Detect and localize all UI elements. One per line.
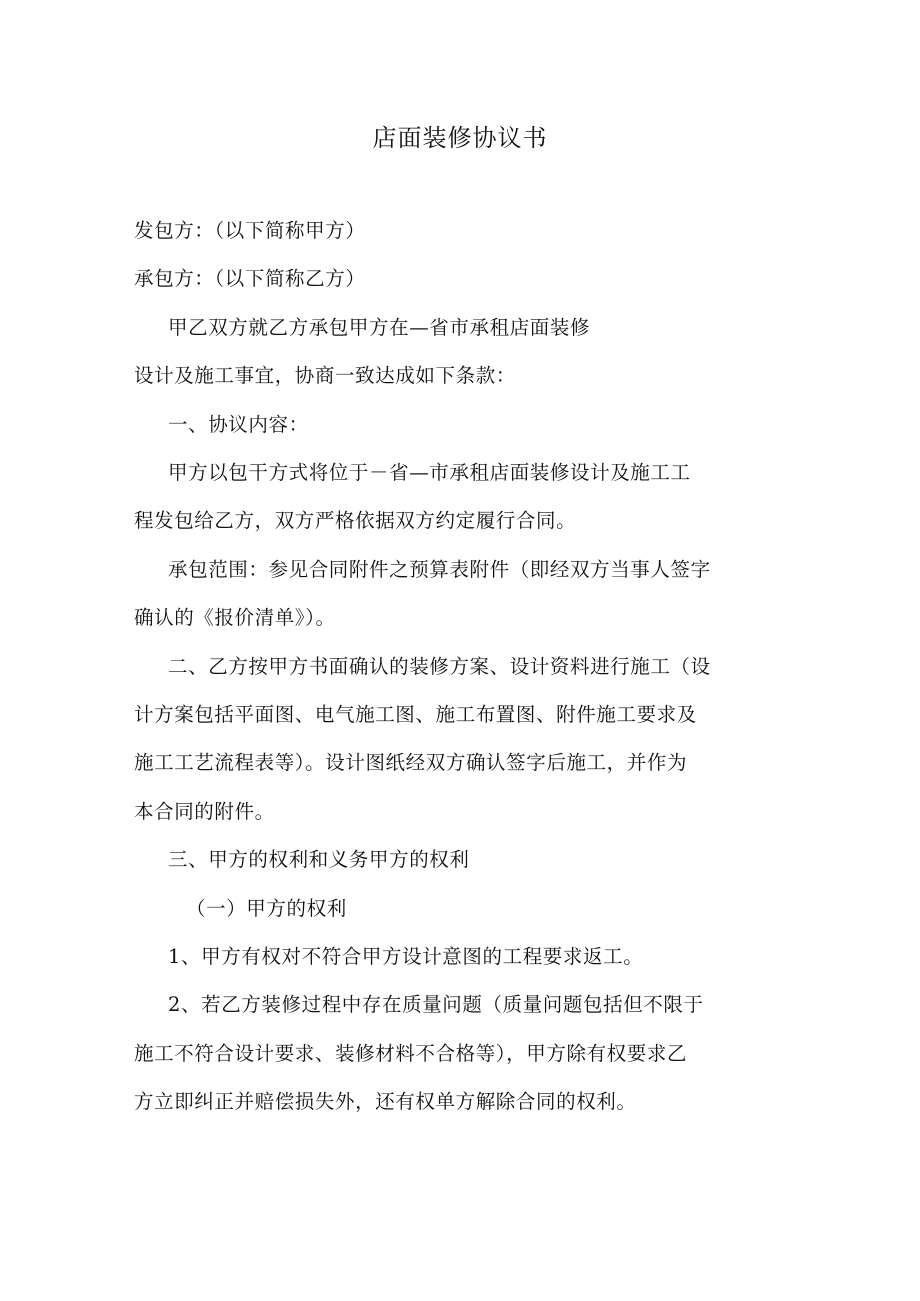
section-heading-3: 三、甲方的权利和义务甲方的权利 [168, 848, 470, 871]
section-heading-1: 一、协议内容： [168, 413, 309, 436]
document-title: 店面装修协议书 [372, 124, 548, 152]
text-line-content-2: 程发包给乙方，双方严格依据双方约定履行合同。 [134, 509, 577, 532]
text-line-party-a: 发包方：（以下简称甲方） [134, 219, 366, 242]
text-line-scope-2: 确认的《报价清单》）。 [134, 606, 336, 629]
text-line-section2-4: 本合同的附件。 [134, 800, 275, 823]
text-line-right-2c: 方立即纠正并赔偿损失外，还有权单方解除合同的权利。 [134, 1090, 637, 1113]
text-line-intro-1: 甲乙双方就乙方承包甲方在—省市承租店面装修 [168, 316, 591, 339]
text-line-section2-2: 计方案包括平面图、电气施工图、施工布置图、附件施工要求及 [134, 703, 697, 726]
text-line-section2-3: 施工工艺流程表等）。设计图纸经双方确认签字后施工，并作为 [134, 751, 688, 774]
text-line-content-1: 甲方以包干方式将位于－省—市承租店面装修设计及施工工 [168, 461, 691, 484]
text-line-scope-1: 承包范围：参见合同附件之预算表附件（即经双方当事人签字 [168, 558, 711, 581]
subsection-heading-1: （一）甲方的权利 [186, 897, 347, 920]
text-line-intro-2: 设计及施工事宜，协商一致达成如下条款： [134, 364, 516, 387]
text-line-right-2a: 2、若乙方装修过程中存在质量问题（质量问题包括但不限于 [168, 993, 704, 1016]
text-line-party-b: 承包方：（以下简称乙方） [134, 267, 366, 290]
text-line-right-1: 1、甲方有权对不符合甲方设计意图的工程要求返工。 [168, 945, 644, 968]
section-heading-2: 二、乙方按甲方书面确认的装修方案、设计资料进行施工（设 [168, 655, 711, 678]
text-line-right-2b: 施工不符合设计要求、装修材料不合格等），甲方除有权要求乙 [134, 1042, 688, 1065]
